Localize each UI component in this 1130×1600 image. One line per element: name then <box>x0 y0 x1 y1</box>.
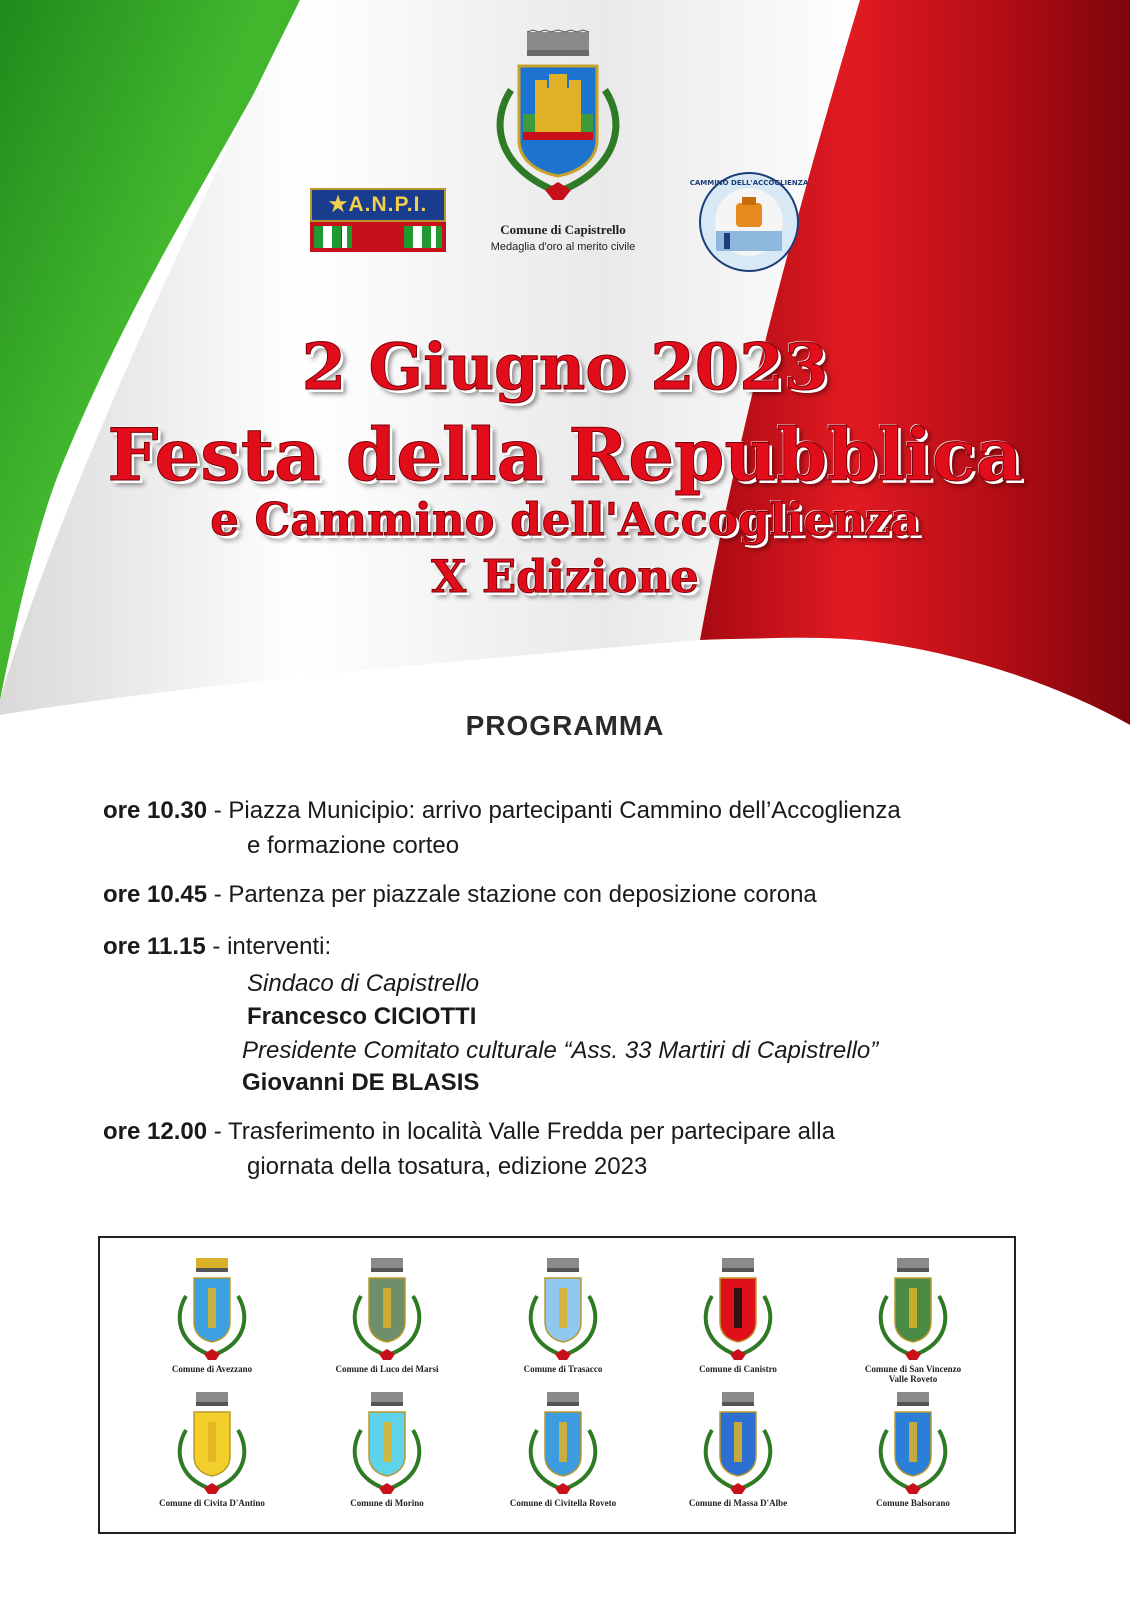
municipality-name-line: Comune di Canistro <box>699 1364 777 1374</box>
program-separator: - <box>207 797 229 824</box>
speaker-role: Sindaco di Capistrello <box>247 970 480 997</box>
municipality-crest <box>663 1256 813 1396</box>
program-time: ore 12.00 <box>103 1118 208 1145</box>
municipality-coat-of-arms-icon <box>698 1390 778 1498</box>
municipality-name <box>838 1498 988 1508</box>
municipality-name <box>488 1364 638 1374</box>
cammino-accoglienza-logo-icon <box>689 171 809 273</box>
municipality-coat-of-arms-icon <box>523 1390 603 1498</box>
municipality-name-line: Comune di Morino <box>350 1498 424 1508</box>
program-item-4-continuation: giornata della tosatura, edizione 2023 <box>247 1153 648 1180</box>
municipality-coat-of-arms-icon <box>347 1390 427 1498</box>
program-item-1 <box>103 797 901 825</box>
program-text: interventi: <box>227 933 332 960</box>
program-time: ore 10.30 <box>103 797 208 824</box>
speaker-name: Francesco CICIOTTI <box>247 1003 477 1030</box>
programma-heading: PROGRAMMA <box>465 710 665 741</box>
program-time: ore 11.15 <box>103 933 206 960</box>
municipalities-crests-box <box>98 1236 1016 1534</box>
municipality-name <box>137 1498 287 1508</box>
event-date-title: 2 Giugno 2023 <box>301 330 829 405</box>
municipality-name-line: Comune di Massa D'Albe <box>688 1498 788 1508</box>
event-subtitle: e Cammino dell'Accoglienza <box>210 493 920 546</box>
municipality-name-line: Comune di Civitella Roveto <box>509 1498 617 1508</box>
speaker-role: Presidente Comitato culturale “Ass. 33 Martiri di Capistrello” <box>242 1037 879 1064</box>
municipality-name-line: Comune di Avezzano <box>171 1364 253 1374</box>
capistrello-coat-of-arms-icon <box>483 30 633 205</box>
event-edition: X Edizione <box>431 550 699 603</box>
municipality-name <box>488 1498 638 1508</box>
municipality-name <box>312 1364 462 1374</box>
cammino-logo-text: CAMMINO DELL'ACCOGLIENZA <box>689 179 809 187</box>
capistrello-name: Comune di Capistrello <box>500 222 626 237</box>
municipality-name-line: Comune di Trasacco <box>523 1364 603 1374</box>
anpi-logo <box>310 188 446 252</box>
municipality-name <box>137 1364 287 1374</box>
program-separator: - <box>207 1118 228 1145</box>
municipality-crest <box>838 1256 988 1396</box>
municipality-coat-of-arms-icon <box>873 1390 953 1498</box>
program-item-1-continuation: e formazione corteo <box>247 832 460 859</box>
municipality-coat-of-arms-icon <box>698 1256 778 1364</box>
program-text: Trasferimento in località Valle Fredda per partecipare alla <box>227 1118 835 1145</box>
program-item-4 <box>103 1118 835 1146</box>
program-separator: - <box>207 881 229 908</box>
municipality-coat-of-arms-icon <box>873 1256 953 1364</box>
municipality-name <box>838 1364 988 1384</box>
program-item-2 <box>103 881 817 909</box>
municipality-crest <box>312 1256 462 1396</box>
municipality-name <box>663 1498 813 1508</box>
municipality-name-line: Comune Balsorano <box>876 1498 950 1508</box>
municipality-coat-of-arms-icon <box>347 1256 427 1364</box>
program-text: Partenza per piazzale stazione con deposizione corona <box>228 881 817 908</box>
program-time: ore 10.45 <box>103 881 208 908</box>
municipality-crest <box>137 1256 287 1396</box>
capistrello-subtitle: Medaglia d'oro al merito civile <box>490 241 636 253</box>
municipality-crest <box>838 1390 988 1530</box>
municipality-coat-of-arms-icon <box>523 1256 603 1364</box>
municipality-name <box>663 1364 813 1374</box>
municipality-crest <box>488 1390 638 1530</box>
municipality-name-line: Valle Roveto <box>888 1374 938 1384</box>
anpi-tricolor-stripes <box>310 222 446 252</box>
municipality-coat-of-arms-icon <box>172 1390 252 1498</box>
municipality-name-line: Comune di San Vincenzo <box>864 1364 962 1374</box>
municipality-crest <box>663 1390 813 1530</box>
event-main-title: Festa della Repubblica <box>107 412 1023 497</box>
municipality-crest <box>137 1390 287 1530</box>
program-text: Piazza Municipio: arrivo partecipanti Cammino dell’Accoglienza <box>228 797 901 824</box>
municipality-crest <box>488 1256 638 1396</box>
speaker-name: Giovanni DE BLASIS <box>242 1069 480 1096</box>
program-separator: - <box>205 933 228 960</box>
municipality-crest <box>312 1390 462 1530</box>
program-item-3 <box>103 933 331 961</box>
municipality-name-line: Comune di Luco dei Marsi <box>335 1364 439 1374</box>
municipality-name <box>312 1498 462 1508</box>
anpi-logo-text: ★A.N.P.I. <box>310 188 446 222</box>
municipality-name-line: Comune di Civita D'Antino <box>159 1498 265 1508</box>
municipality-coat-of-arms-icon <box>172 1256 252 1364</box>
